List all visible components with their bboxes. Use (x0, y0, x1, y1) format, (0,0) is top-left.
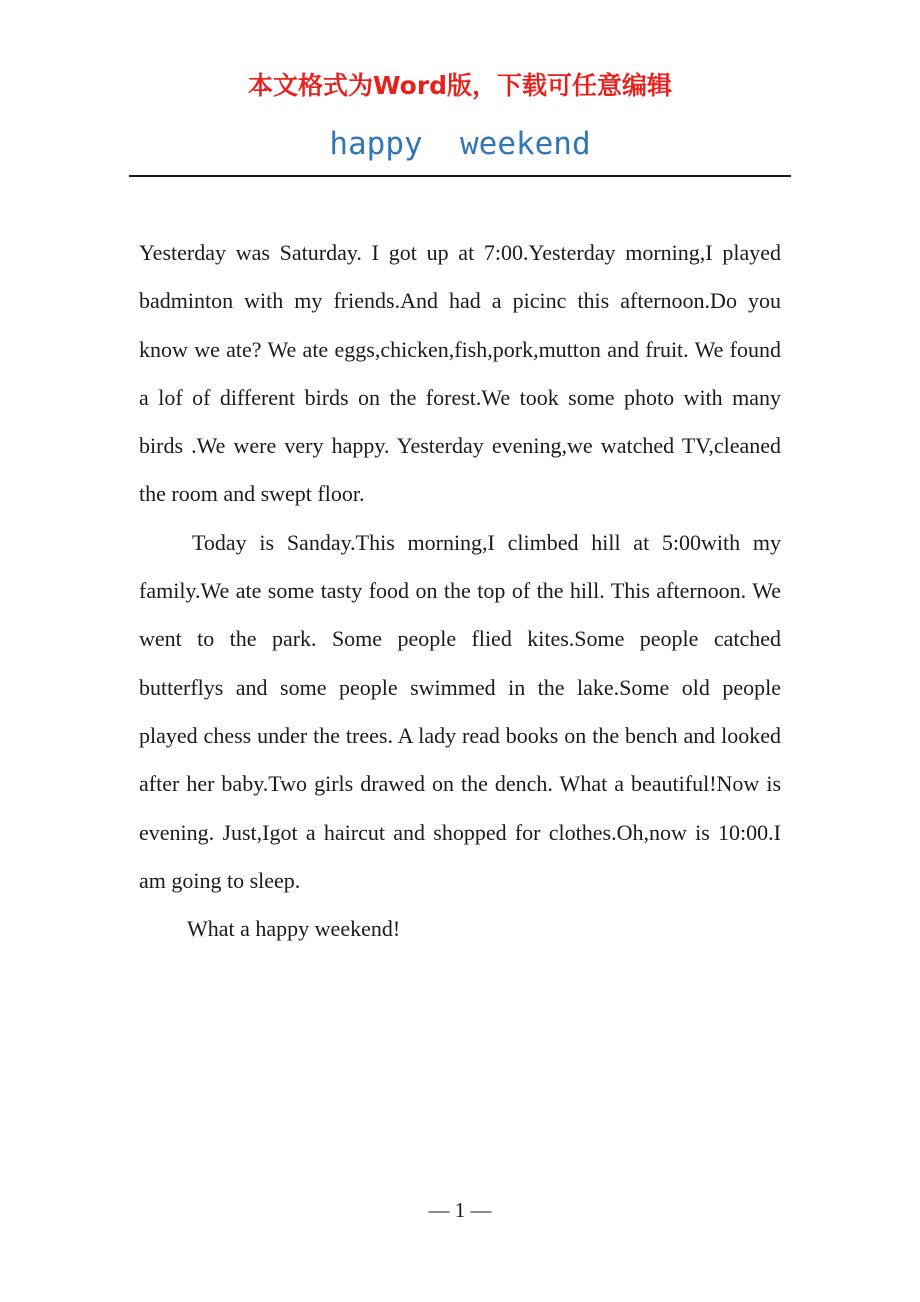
editable-format-banner: 本文格式为Word版，下载可任意编辑 (247, 71, 673, 100)
document-title: happy weekend (329, 126, 591, 162)
document-body (139, 229, 781, 953)
paragraph-sunday: Today is Sanday.This morning,I climbed hill at 5:00with my family.We ate some tasty food on the top of the hill. This afternoon. We went to the park. Some people flied kites.Some people catched butterflys and some people swimmed in the lake.Some old people played chess under the trees. A lady read books on the bench and looked after her baby.Two girls drawed on the dench. What a beautiful!Now is evening. Just,Igot a haircut and shopped for clothes.Oh,now is 10:00.I am going to sleep. (139, 529, 781, 893)
page-number: — 1 — (428, 1198, 492, 1222)
paragraph-saturday: Yesterday was Saturday. I got up at 7:00.Yesterday morning,I played badminton with my friends.And had a picinc this afternoon.Do you know we ate? We ate eggs,chicken,fish,pork,mutton and fruit. We found a lof of different birds on the forest.We took some photo with many birds .We were very happy. Yesterday evening,we watched TV,cleaned the room and swept floor. (139, 240, 781, 507)
title-divider (129, 175, 791, 177)
paragraph-closing: What a happy weekend! (187, 916, 401, 942)
